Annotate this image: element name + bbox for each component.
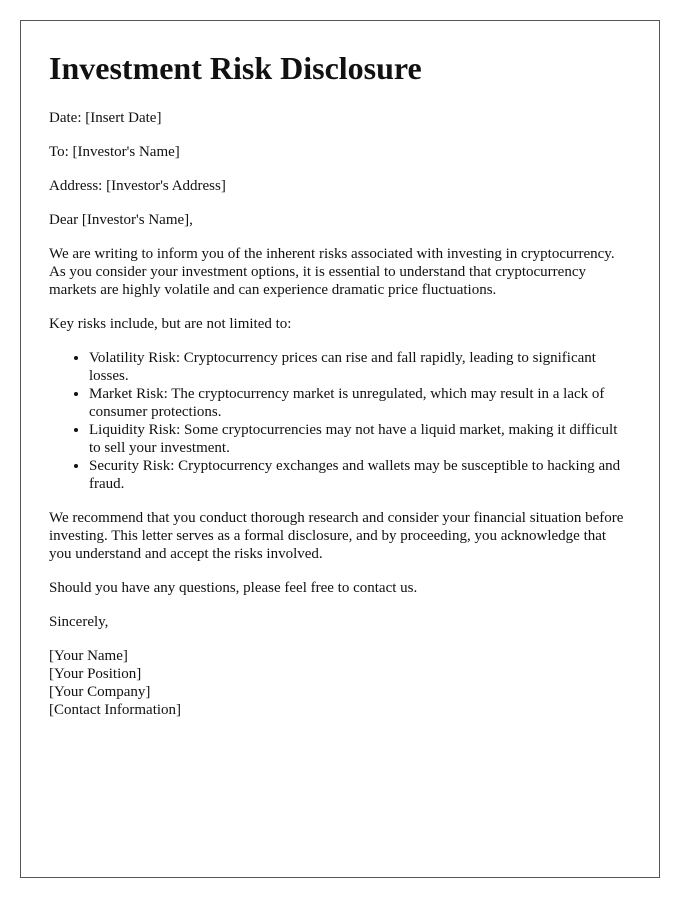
risk-list	[49, 349, 631, 493]
risk-item-liquidity: • Liquidity Risk: Some cryptocurrencies may not have a liquid market, making it difficult to sell your investment.	[89, 421, 631, 457]
risks-intro: Key risks include, but are not limited to:	[49, 316, 292, 332]
risk-item-security: • Security Risk: Cryptocurrency exchanges and wallets may be susceptible to hacking and fraud.	[89, 457, 631, 493]
disclosure-letter	[20, 20, 660, 878]
address-line: Address: [Investor's Address]	[49, 178, 226, 194]
signature-block	[49, 647, 631, 719]
questions-paragraph: Should you have any questions, please feel free to contact us.	[49, 580, 418, 596]
signature-name: [Your Name]	[49, 648, 128, 664]
intro-paragraph: We are writing to inform you of the inherent risks associated with investing in cryptocurrency. As you consider your investment options, it is essential to understand that cryptocurrency markets are highly volatile and can experience dramatic price fluctuations.	[49, 246, 615, 298]
closing: Sincerely,	[49, 614, 109, 630]
signature-position: [Your Position]	[49, 666, 142, 682]
date-line: Date: [Insert Date]	[49, 110, 162, 126]
recommendation-paragraph: We recommend that you conduct thorough research and consider your financial situation before investing. This letter serves as a formal disclosure, and by proceeding, you acknowledge that you understand and accept the risks involved.	[49, 510, 624, 562]
recipient-line: To: [Investor's Name]	[49, 144, 180, 160]
signature-company: [Your Company]	[49, 684, 151, 700]
risk-item-market: • Market Risk: The cryptocurrency market is unregulated, which may result in a lack of consumer protections.	[89, 385, 631, 421]
signature-contact: [Contact Information]	[49, 702, 182, 718]
salutation: Dear [Investor's Name],	[49, 212, 193, 228]
risk-item-volatility: • Volatility Risk: Cryptocurrency prices can rise and fall rapidly, leading to significant losses.	[89, 349, 631, 385]
letter-title: Investment Risk Disclosure	[49, 50, 422, 86]
